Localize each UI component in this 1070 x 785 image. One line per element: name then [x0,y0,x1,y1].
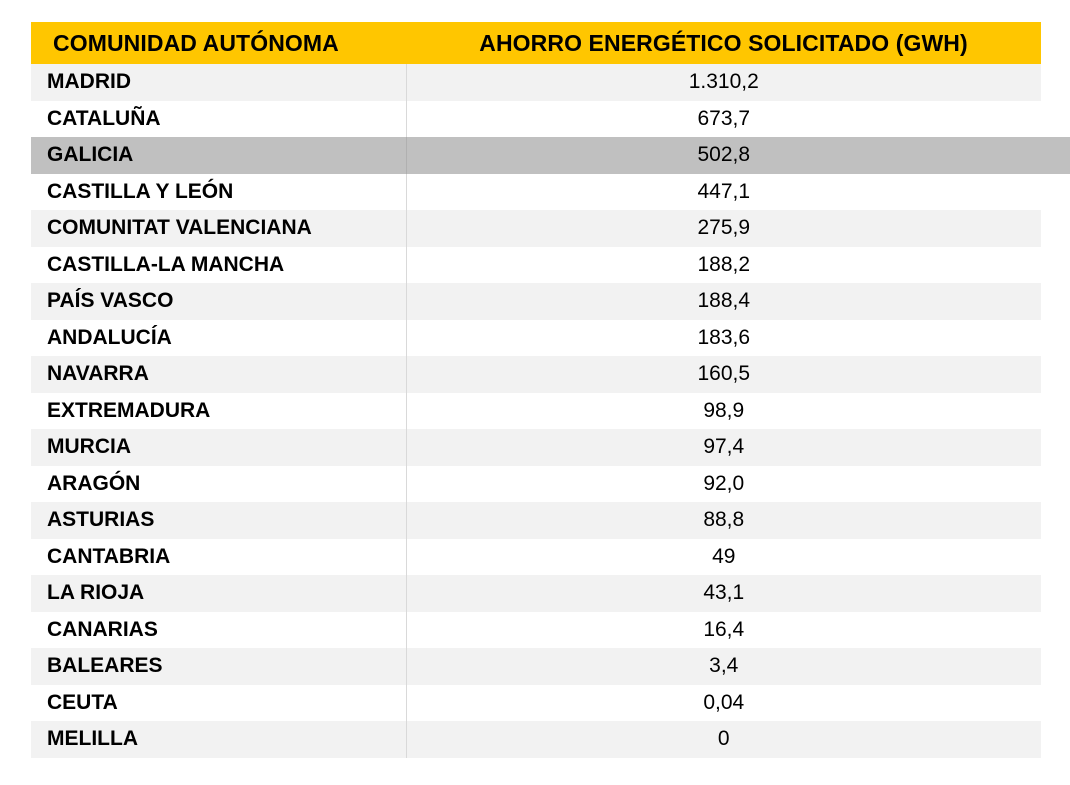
cell-value: 188,2 [697,252,751,276]
cell-value: 1.310,2 [688,70,759,94]
table-row[interactable] [31,502,1041,539]
table-row[interactable] [31,64,1041,101]
cell-value: 98,9 [703,398,745,422]
table-row[interactable] [31,320,1041,357]
cell-value: 43,1 [703,581,745,605]
cell-region: MURCIA [31,429,406,466]
cell-value: 92,0 [703,471,745,495]
cell-value: 97,4 [703,435,745,459]
cell-region: NAVARRA [31,356,406,393]
table-header [31,22,1041,64]
cell-value: 502,8 [697,143,751,167]
cell-value: 16,4 [703,617,745,641]
selection-highlight-extension [1041,137,1070,174]
cell-region: CANARIAS [31,612,406,649]
cell-value: 275,9 [697,216,751,240]
cell-value: 188,4 [697,289,751,313]
table-row[interactable] [31,393,1041,430]
cell-value: 183,6 [697,325,751,349]
table-row[interactable] [31,283,1041,320]
cell-region: MADRID [31,64,406,101]
data-table-container [31,22,1041,758]
table-row[interactable] [31,101,1041,138]
cell-region: ANDALUCÍA [31,320,406,357]
cell-value: 0 [717,727,730,751]
table-header-row [31,22,1041,64]
cell-region: EXTREMADURA [31,393,406,430]
cell-region: ASTURIAS [31,502,406,539]
table-row[interactable] [31,356,1041,393]
cell-region: CANTABRIA [31,539,406,576]
table-row[interactable] [31,648,1041,685]
table-row[interactable] [31,429,1041,466]
cell-value: 0,04 [703,690,745,714]
table-row-selected[interactable] [31,137,1041,174]
cell-region: BALEARES [31,648,406,685]
table-row[interactable] [31,612,1041,649]
column-header-region: COMUNIDAD AUTÓNOMA [31,22,406,64]
cell-value: 3,4 [709,654,739,678]
cell-region: CATALUÑA [31,101,406,138]
table-row[interactable] [31,575,1041,612]
table-row[interactable] [31,721,1041,758]
cell-region: CASTILLA-LA MANCHA [31,247,406,284]
column-header-value: AHORRO ENERGÉTICO SOLICITADO (GWH) [406,22,1041,64]
cell-region: PAÍS VASCO [31,283,406,320]
table-row[interactable] [31,174,1041,211]
table-row[interactable] [31,247,1041,284]
cell-value: 88,8 [703,508,745,532]
table-row[interactable] [31,539,1041,576]
cell-value: 447,1 [697,179,751,203]
table-body [31,64,1041,758]
cell-value: 49 [712,544,736,568]
table-row[interactable] [31,466,1041,503]
cell-value: 673,7 [697,106,751,130]
energy-savings-table [31,22,1041,758]
cell-region: COMUNITAT VALENCIANA [31,210,406,247]
cell-region: CASTILLA Y LEÓN [31,174,406,211]
table-row[interactable] [31,685,1041,722]
cell-region: ARAGÓN [31,466,406,503]
cell-region: LA RIOJA [31,575,406,612]
table-row[interactable] [31,210,1041,247]
cell-region: CEUTA [31,685,406,722]
cell-region: GALICIA [31,137,406,174]
cell-region: MELILLA [31,721,406,758]
cell-value: 160,5 [697,362,751,386]
